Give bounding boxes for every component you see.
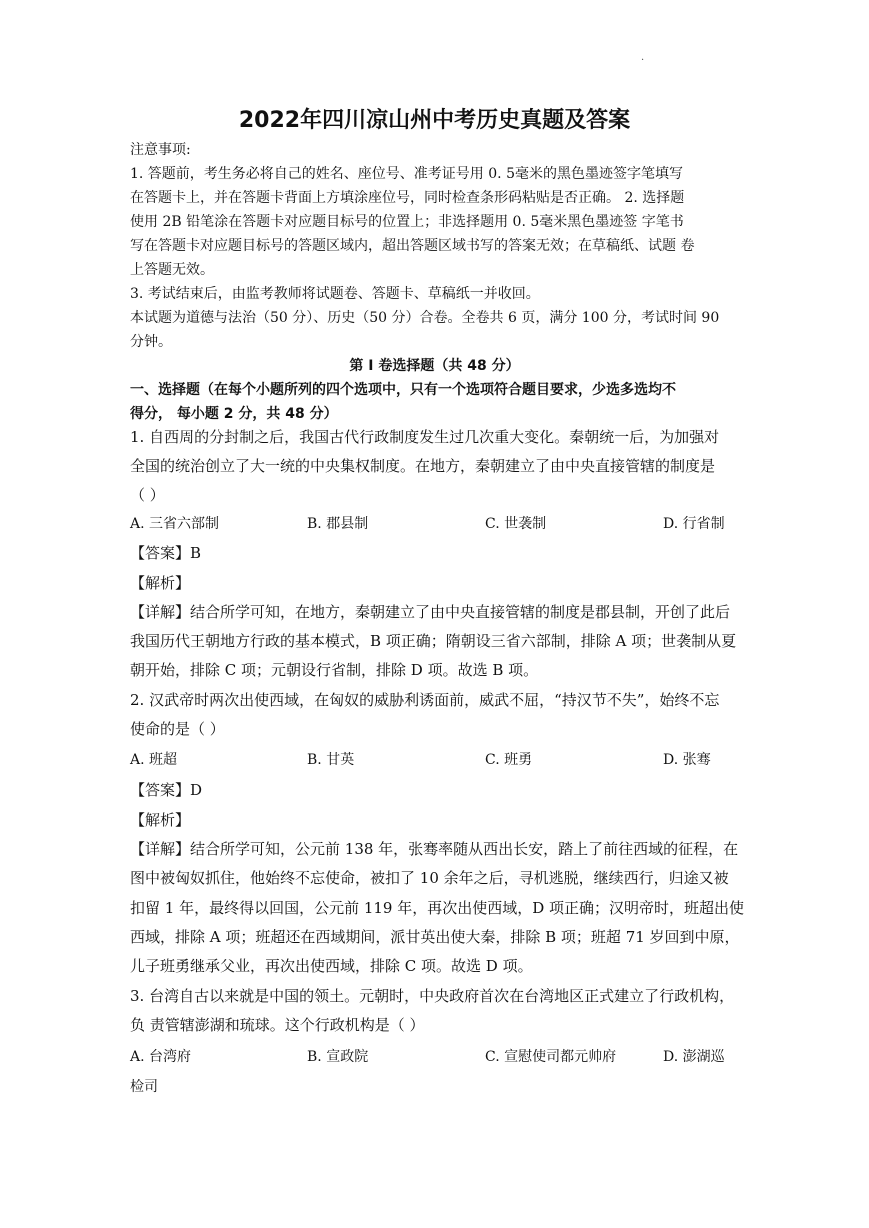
notice-line: 在答题卡上，并在答题卡背面上方填涂座位号，同时检查条形码粘贴是否正确。 2. 选择题: [130, 190, 685, 206]
section-title: 第 I 卷选择题（共 48 分）: [349, 358, 520, 374]
answer: 【答案】B: [130, 544, 202, 562]
question-stem: （ ）: [130, 486, 165, 504]
notice-line: 分钟。: [130, 334, 172, 350]
question-stem: 3. 台湾自古以来就是中国的领土。元朝时，中央政府首次在台湾地区正式建立了行政机构，: [130, 987, 735, 1005]
option-c: C. 班勇: [485, 752, 533, 768]
analysis-label: 【解析】: [130, 574, 191, 592]
question-stem: 1. 自西周的分封制之后，我国古代行政制度发生过几次重大变化。秦朝统一后，为加强对: [130, 428, 720, 446]
option-d: D. 行省制: [663, 516, 725, 532]
notice-line: 写在答题卡对应题目标号的答题区域内，超出答题区域书写的答案无效；在草稿纸、试题 卷: [130, 238, 695, 254]
detail-line: 朝开始，排除 C 项；元朝设行省制，排除 D 项。故选 B 项。: [130, 661, 539, 679]
part-title: 一、选择题（在每个小题所列的四个选项中，只有一个选项符合题目要求，少选多选均不: [130, 382, 676, 398]
notice-line: 本试题为道德与法治（50 分）、历史（50 分）合卷。全卷共 6 页，满分 100 分，考试时间 90: [130, 310, 720, 326]
option-c: C. 宣慰使司都元帅府: [485, 1049, 617, 1065]
option-b: B. 郡县制: [307, 516, 369, 532]
question-stem: 2. 汉武帝时两次出使西域，在匈奴的威胁利诱面前，威武不屈，“持汉节不失”，始终不忘: [130, 691, 720, 709]
question-stem: 负 责管辖澎湖和琉球。这个行政机构是（ ）: [130, 1016, 425, 1034]
notice-line: 1. 答题前，考生务必将自己的姓名、座位号、准考证号用 0. 5毫米的黑色墨迹签字笔填写: [130, 166, 683, 182]
notice-line: 上答题无效。: [130, 262, 214, 278]
option-a: A. 台湾府: [130, 1049, 192, 1065]
notice-line: 使用 2B 铅笔涂在答题卡对应题目标号的位置上；非选择题用 0. 5毫米黑色墨迹签 字笔书: [130, 214, 684, 230]
option-d: D. 澎湖巡: [663, 1049, 725, 1065]
option-c: C. 世袭制: [485, 516, 547, 532]
option-d-continued: 检司: [130, 1079, 158, 1095]
detail-line: 图中被匈奴抓住，他始终不忘使命，被扣了 10 余年之后，寻机逃脱，继续西行，归途又被: [130, 869, 729, 887]
part-title: 得分， 每小题 2 分，共 48 分）: [130, 406, 338, 422]
detail-line: 儿子班勇继承父业，再次出使西域，排除 C 项。故选 D 项。: [130, 957, 533, 975]
detail-line: 扣留 1 年，最终得以回国，公元前 119 年，再次出使西域，D 项正确；汉明帝时，班超出使: [130, 899, 745, 917]
option-d: D. 张骞: [663, 752, 711, 768]
question-stem: 全国的统治创立了大一统的中央集权制度。在地方，秦朝建立了由中央直接管辖的制度是: [130, 457, 716, 475]
notice-line: 3. 考试结束后，由监考教师将试题卷、答题卡、草稿纸一并收回。: [130, 286, 540, 302]
notice-heading: 注意事项:: [130, 142, 191, 158]
answer: 【答案】D: [130, 781, 203, 799]
question-stem: 使命的是（ ）: [130, 720, 225, 738]
option-a: A. 班超: [130, 752, 178, 768]
detail-line: 【详解】结合所学可知，公元前 138 年，张骞率随从西出长安，踏上了前往西域的征程，在: [130, 840, 739, 858]
option-a: A. 三省六部制: [130, 516, 220, 532]
detail-line: 西域，排除 A 项；班超还在西域期间，派甘英出使大秦，排除 B 项；班超 71 岁回到中原，: [130, 928, 740, 946]
analysis-label: 【解析】: [130, 811, 191, 829]
header-mark: ·: [641, 55, 645, 66]
option-b: B. 甘英: [307, 752, 355, 768]
option-b: B. 宣政院: [307, 1049, 369, 1065]
page-title: 2022年四川凉山州中考历史真题及答案: [238, 108, 631, 133]
detail-line: 我国历代王朝地方行政的基本模式，B 项正确；隋朝设三省六部制，排除 A 项；世袭制从夏: [130, 632, 737, 650]
detail-line: 【详解】结合所学可知，在地方，秦朝建立了由中央直接管辖的制度是郡县制，开创了此后: [130, 603, 731, 621]
